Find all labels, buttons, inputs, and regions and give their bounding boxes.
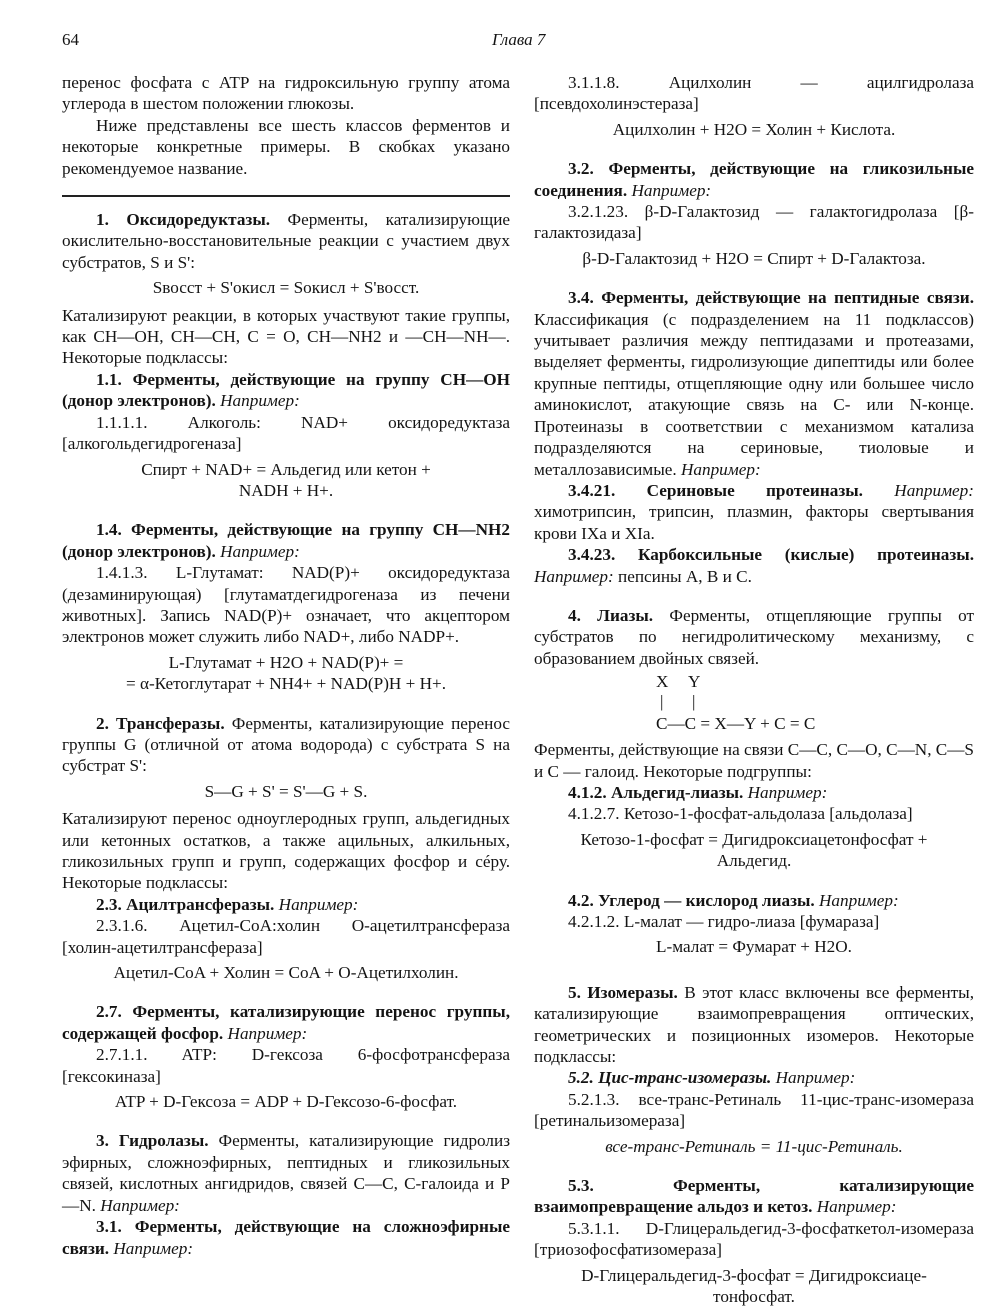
- scheme-bond: |: [692, 692, 696, 712]
- enzyme-entry: 2.7.1.1. ATP: D-гексоза 6-фосфотрансфераза [гексокиназа]: [62, 1045, 510, 1086]
- lyase-scheme: [534, 671, 974, 737]
- section-title: 1.4. Ферменты, действующие на группу CH—NH2 (донор электронов).: [62, 520, 510, 561]
- class-3-hydrolases: [62, 1130, 510, 1216]
- subclass-3-1: [62, 1216, 510, 1259]
- enzyme-entry: 5.2.1.3. все-транс-Ретиналь 11-цис-транс-изомераза [ретинальизомераза]: [534, 1089, 974, 1131]
- class-5-isomerases: [534, 982, 974, 1068]
- example-label: Например:: [227, 1023, 308, 1043]
- equation: D-Глицеральдегид-3-фосфат = Дигидроксиаце- тонфосфат.: [581, 1265, 927, 1307]
- subclass-3-4-23: [534, 544, 974, 587]
- example-label: Например:: [747, 782, 828, 802]
- section-title: 5. Изомеразы.: [568, 982, 678, 1002]
- section-title: 4. Лиазы.: [568, 605, 654, 625]
- example-label: Например:: [816, 1197, 897, 1217]
- scheme-y: Y: [688, 672, 701, 692]
- section-title: 4.1.2. Альдегид-лиазы.: [568, 782, 744, 802]
- paragraph: химотрипсин, трипсин, плазмин, факторы свертывания крови IXa и XIa.: [534, 502, 974, 543]
- equation: L-малат = Фумарат + H2O.: [656, 937, 852, 957]
- section-title: 2.3. Ацилтрансферазы.: [96, 894, 275, 914]
- equation: Ацетил-CoA + Холин = CoA + O-Ацетилхолин.: [113, 963, 459, 983]
- example-label: Например:: [631, 180, 712, 200]
- example-label: Например:: [220, 391, 300, 411]
- paragraph: Ферменты, отщепляющие группы от субстратов по негидролитическому механизму, с образованием двойных связей.: [534, 605, 974, 668]
- paragraph: Ферменты, катализирующие перенос группы G (отличной от атома водорода) с субстрата S на субстрат S':: [62, 713, 510, 776]
- paragraph: перенос фосфата с ATP на гидроксильную группу атома углерода в шестом положении глюкозы.: [62, 73, 510, 114]
- equation: Спирт + NAD+ = Альдегид или кетон + NADH + H+.: [141, 459, 431, 500]
- paragraph: Катализируют реакции, в которых участвуют такие группы, как CH—OH, CH—CH, C = O, CH—NH2 и —CH—NH—. Некоторые подклассы:: [62, 305, 510, 368]
- paragraph: Ниже представлены все шесть классов ферментов и некоторые конкретные примеры. В скобках указано рекомендуемое название.: [62, 115, 510, 178]
- enzyme-entry: 5.3.1.1. D-Глицеральдегид-3-фосфаткетол-изомераза [триозофосфатизомераза]: [534, 1218, 974, 1260]
- example-label: Например:: [680, 459, 761, 479]
- example-label: Например:: [894, 480, 974, 500]
- example-label: Например:: [220, 541, 300, 561]
- equation: β-D-Галактозид + H2O = Спирт + D-Галактоза.: [582, 248, 926, 268]
- paragraph: Ферменты, действующие на связи C—C, C—O, C—N, C—S и C — галоид. Некоторые подгруппы:: [534, 740, 974, 781]
- section-title: 1. Оксидоредуктазы.: [96, 210, 271, 230]
- enzyme-entry: 3.1.1.8. Ацилхолин — ацилгидролаза [псевдохолинэстераза]: [534, 73, 974, 114]
- equation: L-Глутамат + H2O + NAD(P)+ = = α-Кетоглутарат + NH4+ + NAD(P)H + H+.: [125, 652, 447, 694]
- section-title: 4.2. Углерод — кислород лиазы.: [568, 890, 815, 910]
- enzyme-entry: 4.1.2.7. Кетозо-1-фосфат-альдолаза [альдолаза]: [568, 804, 913, 824]
- equation: Sвосст + S'окисл = Sокисл + S'восст.: [152, 278, 420, 298]
- example-label: Например:: [819, 890, 899, 910]
- paragraph: Катализируют перенос одноуглеродных групп, альдегидных или кетонных остатков, а также ацильных, алкильных, гликозильных групп и групп, содержащих фосфор и сéру. Некоторые подклассы:: [62, 809, 510, 893]
- subclass-3-4-21: [534, 480, 974, 544]
- example-label: Например:: [278, 894, 359, 914]
- subclass-2-7: [62, 1001, 510, 1044]
- scheme-x: X: [656, 672, 669, 692]
- page-number: 64: [62, 30, 79, 49]
- equation: все-транс-Ретиналь = 11-цис-Ретиналь.: [605, 1136, 903, 1156]
- subclass-3-2: [534, 158, 974, 201]
- subclass-4-2: [534, 890, 974, 911]
- enzyme-entry: 2.3.1.6. Ацетил-CoA:холин O-ацетилтрансфераза [холин-ацетилтрансфераза]: [62, 916, 510, 957]
- section-title: 3.4. Ферменты, действующие на пептидные связи.: [568, 288, 974, 308]
- section-title: 3.4.21. Сериновые протеиназы.: [568, 480, 863, 500]
- section-title: 2.7. Ферменты, катализирующие перенос группы, содержащей фосфор.: [62, 1002, 510, 1043]
- paragraph: Ферменты, катализирующие окислительно-восстановительные реакции с участием двух субстратов, S и S':: [62, 210, 511, 272]
- equation: Ацилхолин + H2O = Холин + Кислота.: [612, 119, 896, 139]
- paragraph: В этот класс включены все ферменты, катализирующие взаимопревращения оптических, геометрических и позиционных изомеров. Некоторые подклассы:: [534, 982, 974, 1067]
- subclass-5-2: [534, 1067, 974, 1088]
- scheme-equation: C—C = X—Y + C = C: [656, 714, 816, 734]
- right-column: [534, 72, 974, 1314]
- enzyme-entry: 4.2.1.2. L-малат — гидро-лиаза [фумараза]: [568, 912, 880, 931]
- example-label: Например:: [113, 1238, 194, 1258]
- subclass-1-4: [62, 519, 510, 562]
- example-label: Например:: [775, 1068, 856, 1088]
- paragraph: Классификация (с подразделением на 11 подклассов) учитывает различия между пептидазами и протеазами, выделяет ферменты, гидролизующие дипептиды или более крупные пептиды, отщепляющие одну или большее число аминокислот, атакующие связь на C- или N-конце. Протеиназы в соответствии с механизмом катализа подразделяются на сериновые, тиоловые и металлозависимые.: [534, 309, 974, 479]
- enzyme-entry: 1.1.1.1. Алкоголь: NAD+ оксидоредуктаза [алкогольдегидрогеназа]: [62, 412, 510, 454]
- class-1-oxidoreductases: [62, 209, 510, 273]
- paragraph: пепсины A, B и C.: [618, 566, 752, 586]
- subclass-1-1: [62, 369, 510, 412]
- enzyme-entry: 1.4.1.3. L-Глутамат: NAD(P)+ оксидоредуктаза (дезаминирующая) [глутаматдегидрогеназа из печени животных]. Запись NAD(P)+ означает, что акцептором электронов может служить либо NAD+, либо NADP+.: [62, 563, 510, 647]
- example-label: Например:: [100, 1195, 180, 1215]
- subclass-4-1-2: [534, 782, 974, 803]
- section-title: 5.2. Цис-транс-изомеразы.: [568, 1068, 772, 1088]
- section-title: 3.4.23. Карбоксильные (кислые) протеиназы.: [568, 545, 974, 565]
- class-2-transferases: [62, 713, 510, 777]
- chapter-title: Глава 7: [492, 30, 546, 49]
- class-4-lyases: [534, 605, 974, 669]
- subclass-3-4: [534, 287, 974, 480]
- example-label: Например:: [534, 566, 614, 586]
- divider: [62, 195, 510, 197]
- scheme-bond: |: [660, 692, 664, 712]
- enzyme-entry: 3.2.1.23. β-D-Галактозид — галактогидролаза [β-галактозидаза]: [534, 202, 974, 243]
- subclass-2-3: [62, 894, 510, 915]
- section-title: 3.1. Ферменты, действующие на сложноэфирные связи.: [62, 1217, 510, 1258]
- section-title: 3.2. Ферменты, действующие на гликозильные соединения.: [534, 159, 974, 200]
- section-title: 2. Трансферазы.: [96, 713, 225, 733]
- section-title: 1.1. Ферменты, действующие на группу CH—OH (донор электронов).: [62, 369, 510, 411]
- left-column: [62, 72, 510, 1259]
- subclass-5-3: [534, 1175, 974, 1218]
- equation: S—G + S' = S'—G + S.: [204, 781, 368, 801]
- equation: ATP + D-Гексоза = ADP + D-Гексозо-6-фосфат.: [114, 1092, 458, 1112]
- section-title: 3. Гидролазы.: [96, 1131, 209, 1151]
- section-title: 5.3. Ферменты, катализирующие взаимопревращение альдоз и кетоз.: [534, 1176, 974, 1217]
- paragraph: Ферменты, катализирующие гидролиз эфирных, сложноэфирных, пептидных и гликозильных связей, кислотных ангидридов, связей C—C, C-галоида и P—N.: [62, 1131, 510, 1215]
- equation: Кетозо-1-фосфат = Дигидроксиацетонфосфат + Альдегид.: [580, 829, 928, 871]
